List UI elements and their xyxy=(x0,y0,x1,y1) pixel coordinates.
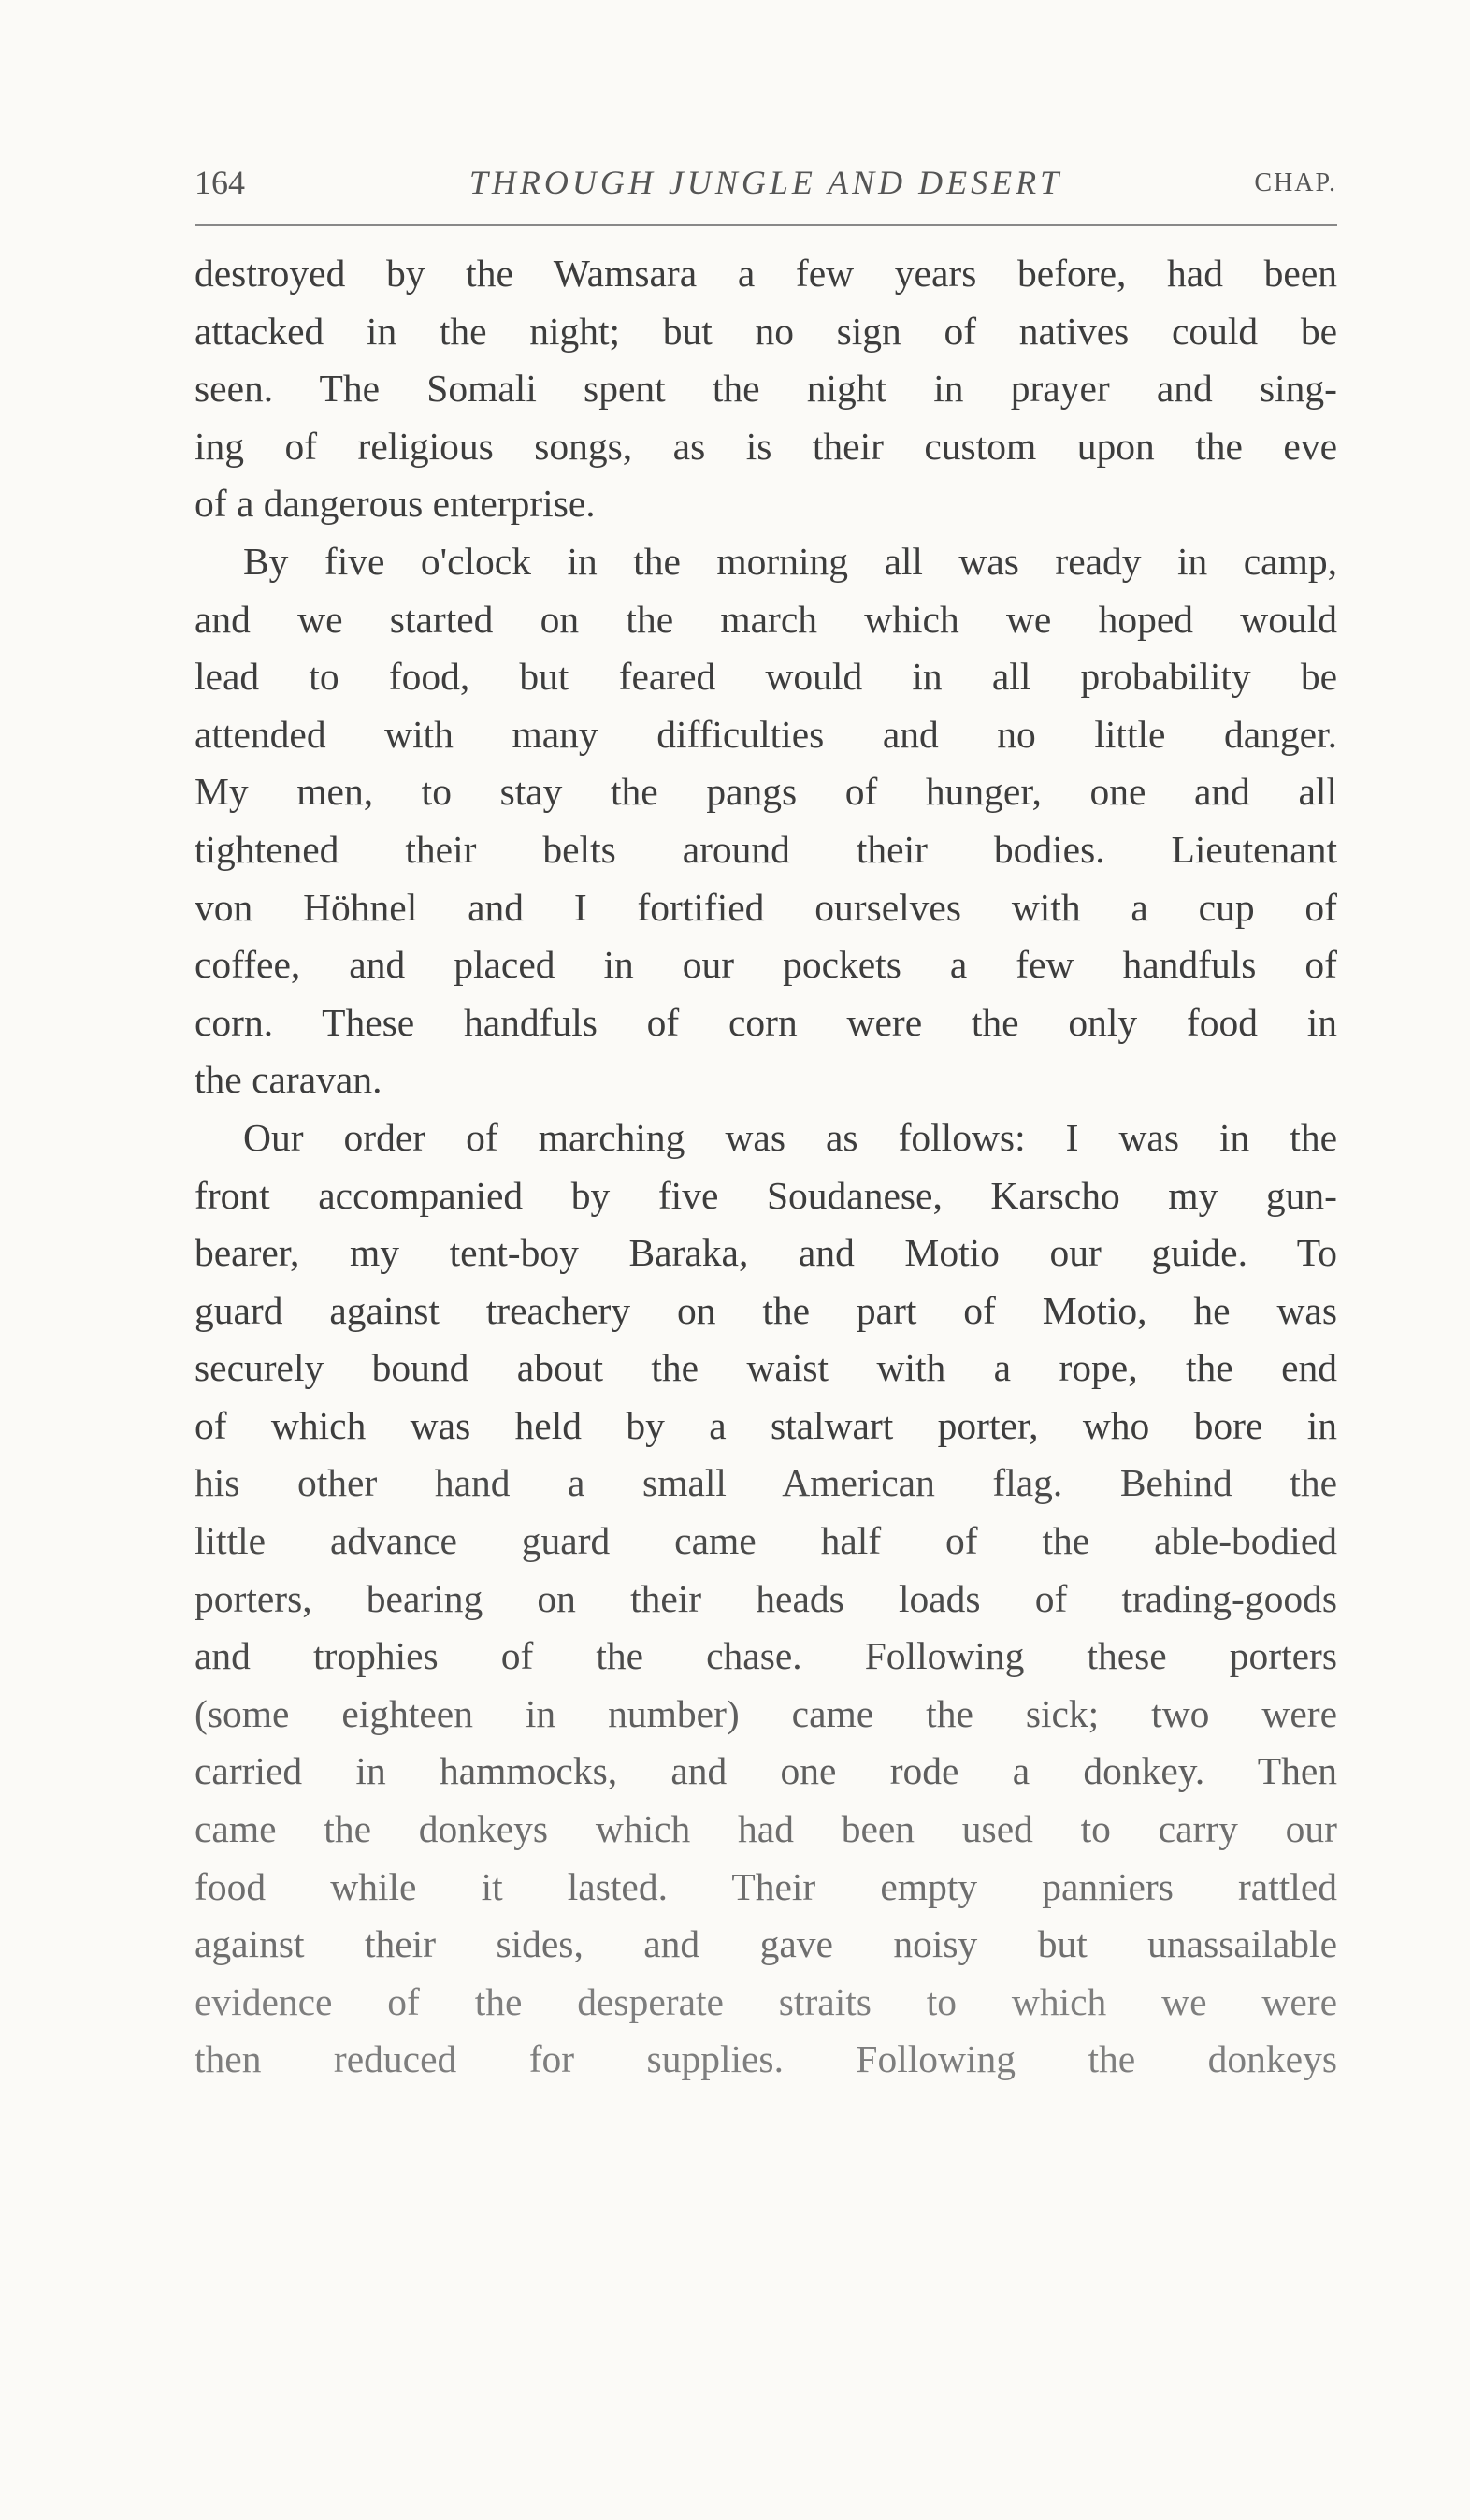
running-title: THROUGH JUNGLE AND DESERT xyxy=(468,164,1063,201)
text-line: attended with many difficulties and no little danger. xyxy=(195,712,1337,756)
text-line: Our order of marching was as follows: I was in the xyxy=(243,1115,1337,1159)
chapter-label: CHAP. xyxy=(1254,168,1337,197)
text-line: guard against treachery on the part of Motio, he was xyxy=(195,1288,1337,1332)
text-line: the caravan. xyxy=(195,1058,382,1102)
text-line: against their sides, and gave noisy but unassailable xyxy=(195,1922,1337,1966)
text-line: lead to food, but feared would in all probability be xyxy=(195,655,1337,699)
text-line: carried in hammocks, and one rode a donkey. Then xyxy=(195,1749,1337,1793)
page-number: 164 xyxy=(195,164,245,201)
text-line: von Höhnel and I fortified ourselves with a cup of xyxy=(195,885,1337,929)
text-line: destroyed by the Wamsara a few years before, had been xyxy=(195,252,1337,295)
text-line: bearer, my tent-boy Baraka, and Motio our guide. To xyxy=(195,1231,1337,1275)
text-line: tightened their belts around their bodies. Lieutenant xyxy=(195,827,1337,871)
text-line: porters, bearing on their heads loads of trading-goods xyxy=(195,1576,1337,1620)
body-text xyxy=(195,245,1337,2089)
text-line: securely bound about the waist with a rope, the end xyxy=(195,1346,1337,1390)
text-line: came the donkeys which had been used to carry our xyxy=(195,1807,1337,1851)
header-rule xyxy=(195,224,1337,226)
text-line: coffee, and placed in our pockets a few handfuls of xyxy=(195,943,1337,987)
text-line: food while it lasted. Their empty panniers rattled xyxy=(195,1864,1337,1908)
text-line: (some eighteen in number) came the sick; two were xyxy=(195,1691,1337,1735)
text-line: corn. These handfuls of corn were the only food in xyxy=(195,1000,1337,1044)
text-line: seen. The Somali spent the night in prayer and sing- xyxy=(195,367,1337,411)
text-line: My men, to stay the pangs of hunger, one and all xyxy=(195,770,1337,814)
text-line: of which was held by a stalwart porter, who bore in xyxy=(195,1403,1337,1447)
text-line: and trophies of the chase. Following these porters xyxy=(195,1634,1337,1678)
text-line: By five o'clock in the morning all was ready in camp, xyxy=(243,539,1337,583)
running-head xyxy=(195,157,1337,213)
text-line: front accompanied by five Soudanese, Karscho my gun- xyxy=(195,1173,1337,1217)
text-line: of a dangerous enterprise. xyxy=(195,482,596,526)
text-line: attacked in the night; but no sign of natives could be xyxy=(195,309,1337,353)
text-line: then reduced for supplies. Following the donkeys xyxy=(195,2037,1337,2081)
text-line: and we started on the march which we hoped would xyxy=(195,597,1337,641)
text-line: little advance guard came half of the able-bodied xyxy=(195,1519,1337,1563)
text-line: evidence of the desperate straits to which we were xyxy=(195,1979,1337,2023)
text-line: his other hand a small American flag. Behind the xyxy=(195,1461,1337,1505)
text-line: ing of religious songs, as is their custom upon the eve xyxy=(195,424,1337,468)
